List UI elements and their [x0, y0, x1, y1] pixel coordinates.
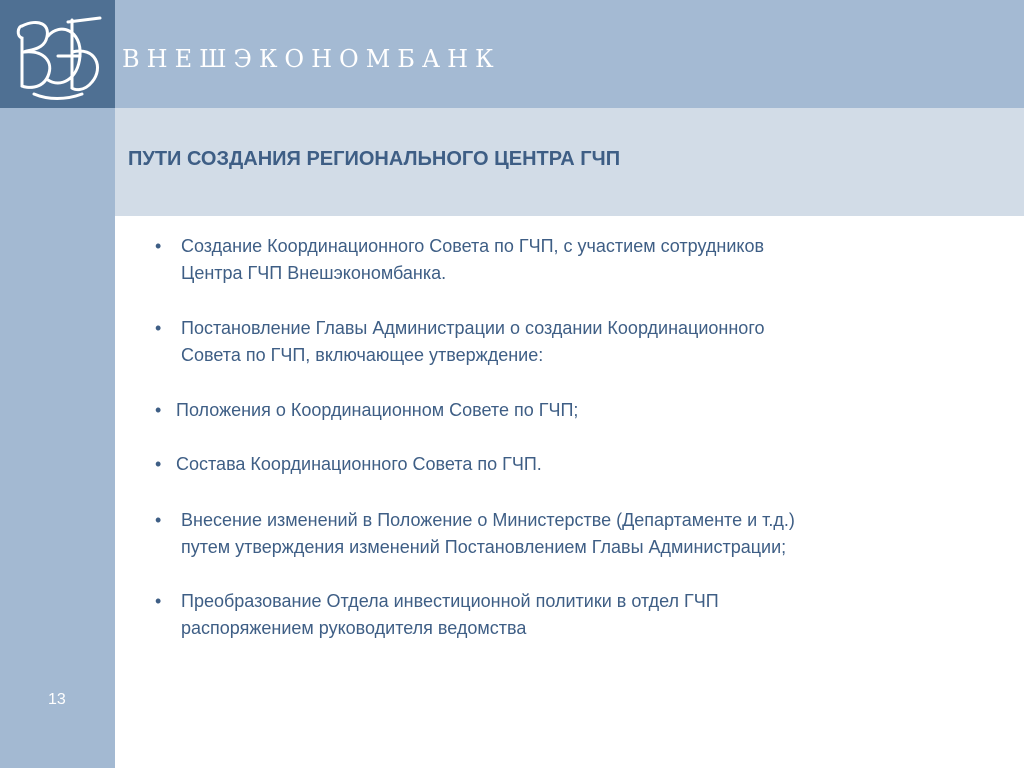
- bullet-line: Создание Координационного Совета по ГЧП, с участием сотрудников: [181, 236, 765, 256]
- bullet-item: [155, 315, 981, 369]
- left-sidebar-bar: [0, 0, 115, 768]
- bullet-dot: •: [155, 454, 162, 474]
- bullet-item: [155, 397, 976, 424]
- bullet-item: [155, 507, 981, 561]
- bullet-line: распоряжением руководителя ведомства: [181, 618, 527, 638]
- veb-monogram-logo-icon: [8, 6, 106, 102]
- bullet-line: Внесение изменений в Положение о Министерстве (Департаменте и т.д.): [181, 510, 795, 530]
- bullet-line: путем утверждения изменений Постановлением Главы Администрации;: [181, 537, 787, 557]
- bullet-line: Совета по ГЧП, включающее утверждение:: [181, 345, 544, 365]
- bullet-line: Постановление Главы Администрации о создании Координационного: [181, 318, 765, 338]
- brand-name: ВНЕШЭКОНОМБАНК: [122, 45, 501, 73]
- bullet-item: [155, 588, 981, 642]
- slide-title: ПУТИ СОЗДАНИЯ РЕГИОНАЛЬНОГО ЦЕНТРА ГЧП: [128, 148, 621, 170]
- bullet-dot: •: [155, 510, 162, 530]
- bullet-line: Состава Координационного Совета по ГЧП.: [176, 454, 542, 474]
- page-number: 13: [48, 691, 66, 708]
- bullet-line: Преобразование Отдела инвестиционной политики в отдел ГЧП: [181, 591, 719, 611]
- logo: [0, 0, 115, 108]
- bullet-dot: •: [155, 236, 162, 256]
- bullet-line: Положения о Координационном Совете по ГЧП;: [176, 400, 579, 420]
- bullet-item: [155, 233, 981, 287]
- bullet-dot: •: [155, 400, 162, 420]
- bullet-dot: •: [155, 591, 162, 611]
- bullet-item: [155, 451, 976, 478]
- bullet-line: Центра ГЧП Внешэкономбанка.: [181, 263, 447, 283]
- bullet-dot: •: [155, 318, 162, 338]
